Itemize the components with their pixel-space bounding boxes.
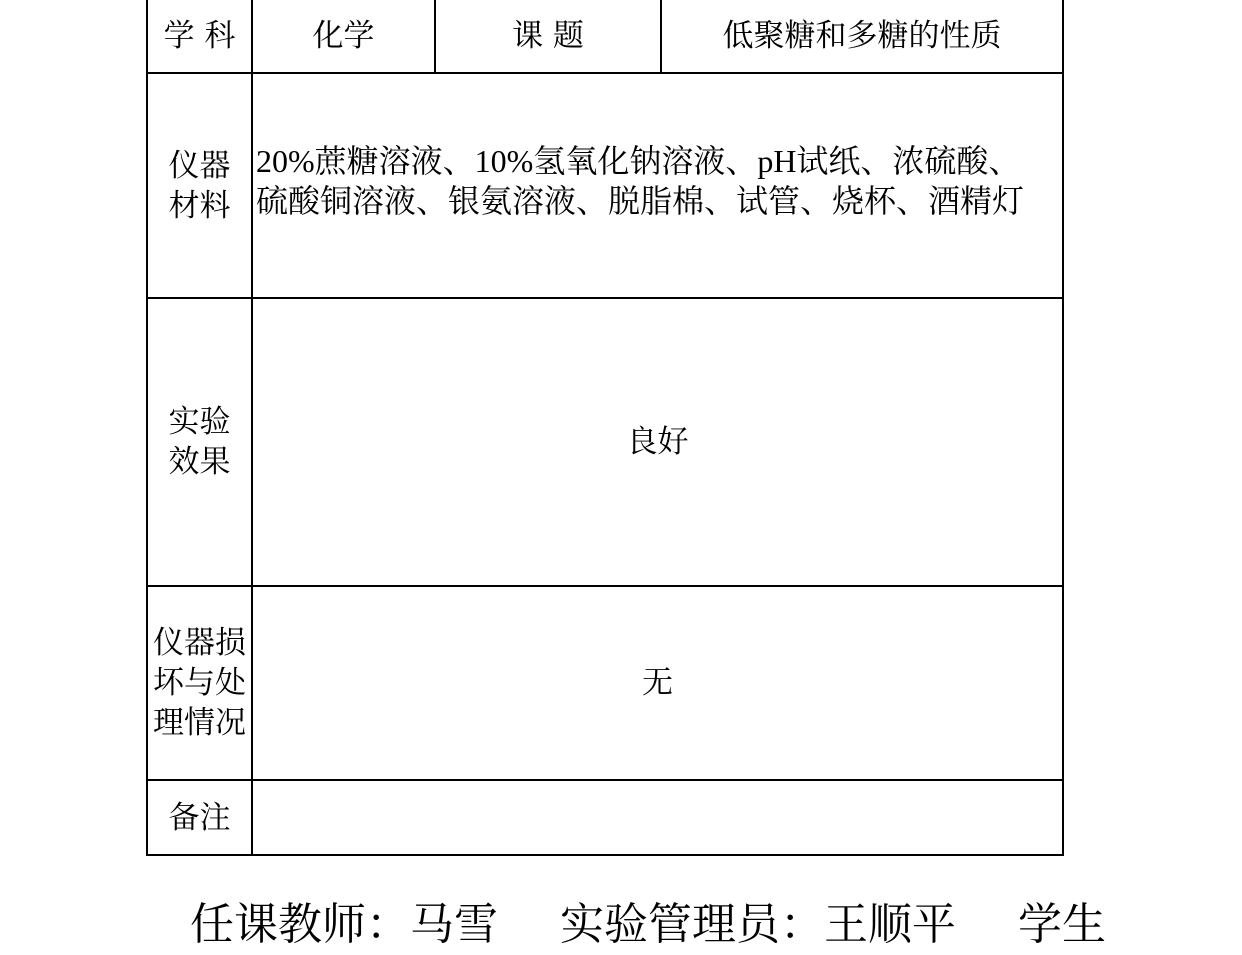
signature-line: [190, 895, 1106, 955]
remarks-label: 备注: [168, 799, 231, 836]
table-bottom-border: [146, 854, 1064, 856]
materials-line: 硫酸铜溶液、银氨溶液、脱脂棉、试管、烧杯、酒精灯: [256, 182, 1025, 219]
damage-label-line: 仪器损: [153, 625, 246, 661]
subject-value: 化学: [312, 18, 375, 54]
damage-label: [148, 587, 251, 779]
damage-value: 无: [642, 665, 673, 701]
admin-signature: 实验管理员：王顺平: [560, 899, 956, 950]
subject-label: 学 科: [163, 18, 236, 54]
effect-label-line: 实验: [168, 404, 231, 440]
topic-value: 低聚糖和多糖的性质: [722, 18, 1002, 54]
materials-label-line: 材料: [168, 187, 231, 224]
effect-label-line: 效果: [168, 444, 231, 480]
materials-value: [253, 74, 1062, 297]
remarks-value: [253, 781, 1062, 854]
effect-label: [148, 299, 251, 585]
student-signature: 学生: [1018, 899, 1106, 950]
experiment-record-table: [146, 0, 1064, 856]
effect-value: 良好: [626, 424, 689, 460]
materials-line: 20%蔗糖溶液、10%氢氧化钠溶液、pH试纸、浓硫酸、: [256, 142, 1021, 179]
table-right-border: [1062, 0, 1064, 856]
topic-label: 课 题: [512, 18, 584, 54]
damage-label-line: 坏与处: [153, 665, 246, 701]
materials-label: [148, 74, 251, 297]
materials-label-line: 仪器: [168, 147, 231, 184]
damage-label-line: 理情况: [153, 705, 246, 741]
teacher-signature: 任课教师：马雪: [190, 899, 498, 950]
